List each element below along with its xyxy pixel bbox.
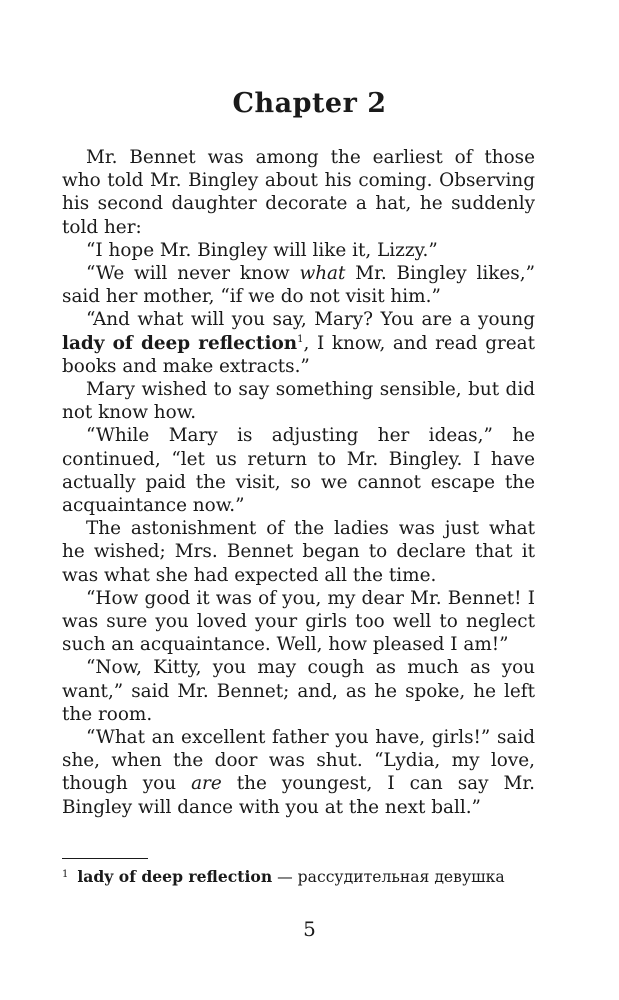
- text-run: Mr. Bingley likes,” said her mother, “if we do not visit him.”: [62, 263, 535, 308]
- chapter-title: Chapter 2: [232, 88, 387, 119]
- text-run: , I know, and read great books and make extracts.”: [62, 332, 535, 377]
- text-run: the youngest, I can say Mr. Bingley will dance with you at the next ball.”: [62, 773, 535, 818]
- paragraph: [62, 308, 535, 378]
- glossed-term: lady of deep reflection: [62, 332, 298, 354]
- text-run: “What an excellent father you have, girls!” said she, when the door was shut. “Lydia, my love, though you: [62, 727, 535, 795]
- paragraph: [62, 726, 535, 819]
- paragraph: “How good it was of you, my dear Mr. Bennet! I was sure you loved your girls too well to neglect such an acquaintance. Well, how pleased I am!”: [62, 587, 535, 656]
- paragraph: “I hope Mr. Bingley will like it, Lizzy.”: [86, 239, 438, 261]
- footnote-reference[interactable]: 1: [297, 333, 304, 345]
- emphasis: are: [191, 773, 222, 795]
- paragraph: The astonishment of the ladies was just what he wished; Mrs. Bennet began to declare that it was what she had expected all the time.: [62, 518, 535, 586]
- page-number: 5: [303, 917, 316, 941]
- chapter-body: [62, 146, 535, 819]
- paragraph: Mr. Bennet was among the earliest of those who told Mr. Bingley about his coming. Observing his second daughter decorate a hat, he suddenly told her:: [62, 147, 535, 238]
- text-run: “And what will you say, Mary? You are a young: [86, 309, 535, 331]
- paragraph: “While Mary is adjusting her ideas,” he continued, “let us return to Mr. Bingley. I have actually paid the visit, so we cannot escape the acquaintance now.”: [62, 425, 535, 517]
- footnote-term: lady of deep reflection: [77, 867, 273, 886]
- paragraph: [62, 262, 535, 308]
- paragraph: Mary wished to say something sensible, but did not know how.: [62, 379, 535, 424]
- footnote-marker: 1: [62, 869, 69, 880]
- footnote-translation: — рассудительная девушка: [272, 868, 505, 886]
- emphasis: what: [299, 263, 346, 285]
- text-run: “We will never know: [86, 263, 300, 285]
- footnote-divider: [62, 858, 148, 859]
- footnote: [62, 865, 542, 887]
- paragraph: “Now, Kitty, you may cough as much as you want,” said Mr. Bennet; and, as he spoke, he left the room.: [62, 657, 535, 725]
